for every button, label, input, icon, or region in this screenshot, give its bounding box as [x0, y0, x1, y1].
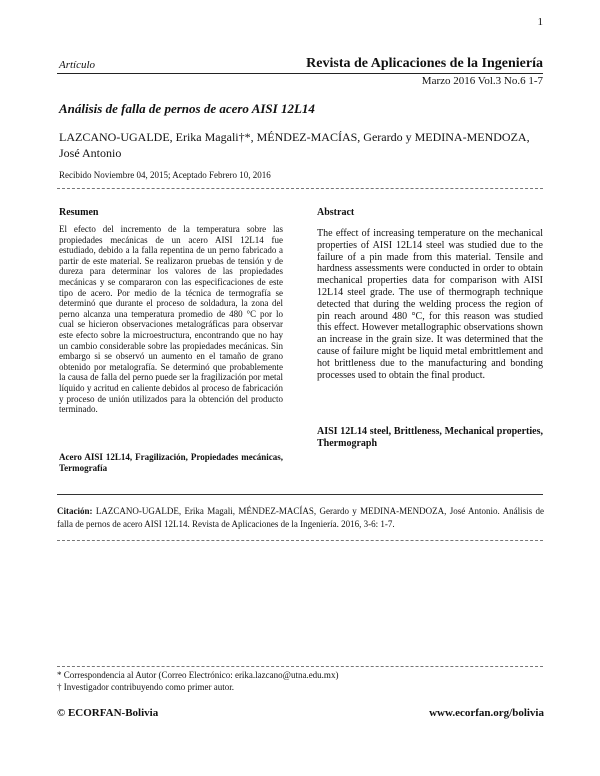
citation-block: [57, 505, 544, 531]
footnote-divider: [57, 666, 543, 667]
article-title: Análisis de falla de pernos de acero AISI 12L14: [59, 101, 315, 116]
footnote-contributor: † Investigador contribuyendo como primer autor.: [57, 682, 234, 692]
abstract-text: The effect of increasing temperature on the mechanical properties of AISI 12L14 steel was studied due to the failure of a pin made from this material. Tensile and hardness assessments were conducted in order to obtain mechanical properties data for comparison with AISI 12L14 steel grade. The use of thermograph technique detected that during the welding process the region of pin reach around 480 °C, for this reason was studied this effect. However metallographic observations shown an increase in the grain size. It was determined that the cause of failure might be liquid metal embrittlement and hot brittleness due to the manufacturing and bonding processes used to obtain the final product.: [317, 228, 543, 381]
resumen-keywords: Acero AISI 12L14, Fragilización, Propiedades mecánicas, Termografía: [59, 452, 283, 473]
footer-website-link[interactable]: www.ecorfan.org/bolivia: [429, 707, 544, 719]
page-number: 1: [537, 16, 543, 28]
dates-divider: [57, 188, 543, 189]
section-label: Artículo: [59, 59, 96, 71]
article-dates: Recibido Noviembre 04, 2015; Aceptado Febrero 10, 2016: [59, 170, 271, 180]
journal-issue: Marzo 2016 Vol.3 No.6 1-7: [421, 75, 543, 87]
abstract-keywords: AISI 12L14 steel, Brittleness, Mechanical properties, Thermograph: [317, 426, 543, 449]
citation-label: Citación:: [57, 506, 93, 516]
footer-copyright: © ECORFAN-Bolivia: [57, 707, 159, 719]
journal-title: Revista de Aplicaciones de la Ingeniería: [306, 56, 543, 71]
article-authors: LAZCANO-UGALDE, Erika Magali†*, MÉNDEZ-MACÍAS, Gerardo y MEDINA-MENDOZA, José Antonio: [59, 130, 530, 160]
header-divider: [57, 73, 543, 74]
abstract-heading: Abstract: [317, 207, 355, 218]
resumen-text: El efecto del incremento de la temperatura sobre las propiedades mecánicas de un acero AISI 12L14 fue estudiado, debido a la falla repentina de un perno fabricado a partir de este material. Se realizaron pruebas de tensión y de dureza para determinar los valores de las propiedades mecánicas y se compararon con las especificaciones de este tipo de acero. Por medio de la técnica de termografía se determinó que durante el proceso de soldadura, la zona del perno alcanza una temperatura promedio de 480 °C por lo cual se hicieron observaciones metalográficas para observar este efecto sobre la microestructura, encontrando que no hay un cambio considerable sobre las propiedades mecánicas. Sin embargo si se observó un aumento en el tamaño de grano obtenido por metalografía. Se determinó que probablemente la causa de falla del perno puede ser la fragilización por metal líquido y acritud en caliente debidos al proceso de fabricación y proceso de unión utilizados para la obtención del producto terminado.: [59, 224, 283, 415]
footnote-correspondence: * Correspondencia al Autor (Correo Electrónico: erika.lazcano@utna.edu.mx): [57, 670, 339, 680]
citation-text: LAZCANO-UGALDE, Erika Magali, MÉNDEZ-MACÍAS, Gerardo y MEDINA-MENDOZA, José Antonio. Análisis de falla de pernos de acero AISI 12L14. Revista de Aplicaciones de la Ingeniería. 2016, 3-6: 1-7.: [57, 506, 545, 529]
citation-top-divider: [57, 494, 543, 495]
resumen-heading: Resumen: [59, 207, 99, 218]
citation-bottom-divider: [57, 540, 543, 541]
